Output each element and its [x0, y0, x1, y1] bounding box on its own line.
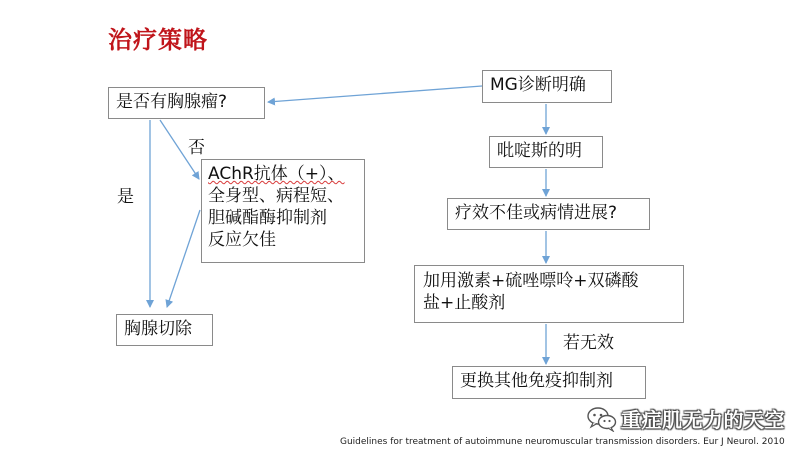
efficacy-question-text: 疗效不佳或病情进展?	[455, 203, 618, 223]
ineffective-label: 若无效	[563, 333, 614, 353]
criteria-box	[201, 159, 365, 263]
yes-label: 是	[117, 187, 134, 207]
diagnosis-box	[482, 70, 612, 103]
citation: Guidelines for treatment of autoimmune neuromuscular transmission disorders. Eur J Neurol. 2010	[340, 437, 785, 447]
diagnosis-text: MG诊断明确	[490, 75, 586, 95]
pyridostigmine-box	[489, 136, 603, 168]
thymectomy-box	[116, 314, 213, 346]
arrow-diagnosis-to-thymoma	[268, 86, 482, 102]
watermark-text: 重症肌无力的天空	[621, 408, 785, 432]
criteria-line-1: AChR抗体（+）、	[208, 164, 345, 184]
thymoma-question-text: 是否有胸腺瘤?	[116, 92, 228, 112]
switch-immunosuppressant-box	[452, 366, 646, 399]
thymoma-question-box	[108, 87, 265, 119]
page-title: 治疗策略	[108, 26, 208, 54]
watermark	[587, 404, 785, 433]
thymectomy-text: 胸腺切除	[124, 319, 192, 339]
add-treatment-line-1: 加用激素+硫唑嘌呤+双磷酸	[423, 271, 639, 291]
criteria-line-4: 反应欠佳	[208, 230, 276, 250]
arrow-criteria-to-thymectomy	[167, 210, 200, 307]
switch-immunosuppressant-text: 更换其他免疫抑制剂	[460, 371, 613, 391]
criteria-line-3: 胆碱酯酶抑制剂	[208, 208, 327, 228]
add-treatment-box	[414, 265, 684, 323]
wechat-icon	[587, 406, 617, 432]
no-label: 否	[188, 138, 205, 158]
pyridostigmine-text: 吡啶斯的明	[497, 141, 582, 161]
efficacy-question-box	[447, 198, 650, 230]
add-treatment-line-2: 盐+止酸剂	[423, 293, 506, 313]
criteria-line-2: 全身型、病程短、	[208, 186, 344, 206]
